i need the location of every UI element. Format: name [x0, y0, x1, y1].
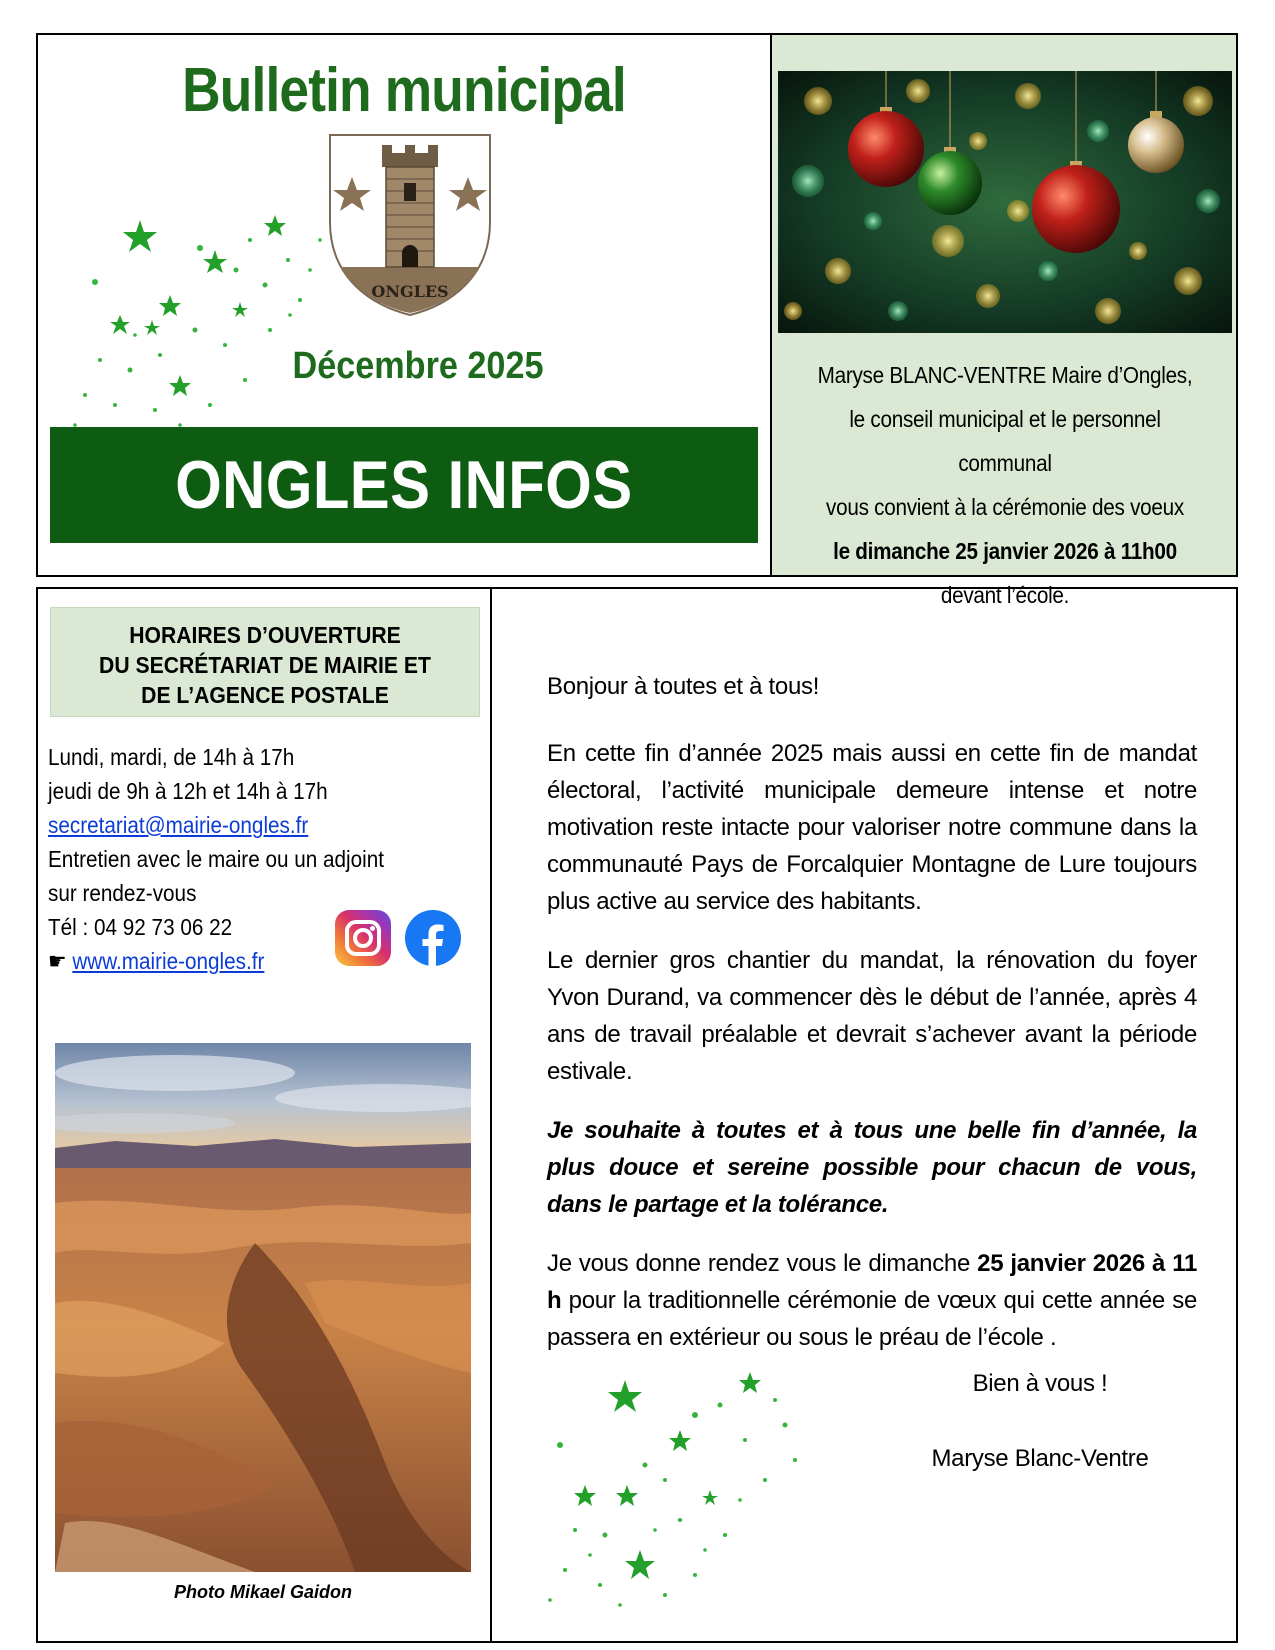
voeux-line-1: Maryse BLANC-VENTRE Maire d’Ongles,: [817, 362, 1193, 388]
letter-signature: Maryse Blanc-Ventre: [931, 1445, 1149, 1472]
appointment-line-1: Entretien avec le maire ou un adjoint: [48, 846, 385, 872]
column-divider: [490, 587, 492, 1643]
voeux-line-3: vous convient à la cérémonie des voeux: [826, 494, 1184, 520]
letter-paragraph-1: En cette fin d’année 2025 mais aussi en cette fin de mandat électoral, l’activité municipale demeure intense et notre motivation reste intacte pour valoriser notre commune dans la communauté Pays de Forcalquier Montagne de Lure toujours plus active au service des habitants.: [547, 740, 1197, 915]
banner-text: ONGLES INFOS: [175, 447, 633, 523]
letter-p4-start: Je vous donne rendez vous le dimanche: [547, 1250, 978, 1277]
hours-heading-line-1: HORAIRES D’OUVERTURE: [129, 622, 401, 648]
bulletin-title: Bulletin municipal: [182, 56, 626, 125]
phone-number: Tél : 04 92 73 06 22: [48, 914, 233, 940]
hours-line-2: jeudi de 9h à 12h et 14h à 17h: [48, 778, 328, 804]
instagram-icon[interactable]: [335, 910, 391, 966]
mayor-letter: [547, 668, 1197, 1378]
voeux-line-2: le conseil municipal et le personnel communal: [849, 406, 1161, 476]
aerial-landscape-photo: [55, 1043, 471, 1572]
star-sparkle-decoration: [60, 210, 330, 440]
hours-line-1: Lundi, mardi, de 14h à 17h: [48, 744, 295, 770]
photo-credit: Photo Mikael Gaidon: [173, 1582, 352, 1602]
pointing-hand-icon: ☛: [48, 948, 67, 974]
ongles-crest-logo: [320, 127, 500, 317]
voeux-date: le dimanche 25 janvier 2026 à 11h00: [833, 538, 1177, 564]
website-link[interactable]: www.mairie-ongles.fr: [72, 948, 265, 974]
letter-paragraph-4: [547, 1245, 1197, 1356]
christmas-ornaments-image: [778, 71, 1232, 333]
letter-p4-date: 25 janvier 2026 à 11 h: [547, 1250, 1197, 1314]
crest-label: ONGLES: [371, 282, 449, 301]
appointment-line-2: sur rendez-vous: [48, 880, 197, 906]
letter-greeting: Bonjour à toutes et à tous!: [547, 673, 820, 700]
voeux-panel: [772, 33, 1238, 608]
email-link[interactable]: secretariat@mairie-ongles.fr: [48, 812, 309, 838]
letter-p4-end: pour la traditionnelle cérémonie de vœux qui cette année se passera en extérieur ou sous le préau de l’école .: [547, 1287, 1197, 1351]
letter-signoff: Bien à vous !: [972, 1370, 1108, 1397]
voeux-location: devant l’école.: [940, 582, 1070, 608]
letter-wishes: Je souhaite à toutes et à tous une belle fin d’année, la plus douce et sereine possible pour chacun de vous, dans le partage et la tolérance.: [547, 1117, 1197, 1218]
issue-month: Décembre 2025: [292, 345, 544, 387]
voeux-invitation: [778, 353, 1232, 617]
ongles-infos-banner: [50, 427, 758, 543]
hours-heading-line-3: DE L’AGENCE POSTALE: [141, 682, 389, 708]
facebook-icon[interactable]: [405, 910, 461, 966]
letter-paragraph-2: Le dernier gros chantier du mandat, la rénovation du foyer Yvon Durand, va commencer dès le début de l’année, après 4 ans de travail préalable et devrait s’achever avant la période estivale.: [547, 947, 1197, 1085]
hours-heading-line-2: DU SECRÉTARIAT DE MAIRIE ET: [99, 652, 431, 678]
star-sparkle-decoration-bottom: [545, 1370, 815, 1610]
opening-hours-heading: [50, 607, 480, 717]
